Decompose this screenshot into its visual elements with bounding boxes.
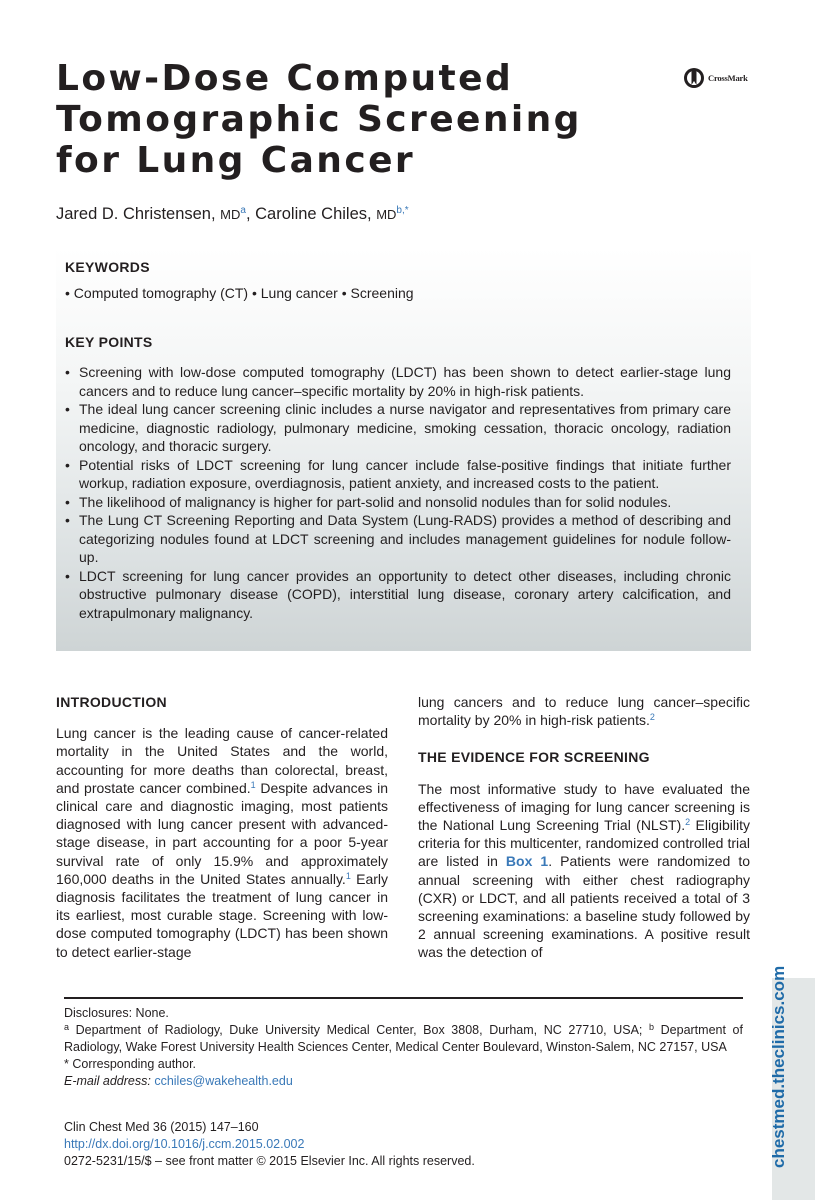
key-point-item: • LDCT screening for lung cancer provides an opportunity to detect other diseases, including chronic obstructive pulmonary disease (COPD), interstitial lung disease, coronary artery calcification, and extrapulmonary malignancy. (65, 567, 731, 623)
key-points-heading: KEY POINTS (65, 334, 153, 350)
evidence-text-part-3: . Patients were randomized to annual screening with either chest radiography (CXR) or LDCT, and all patients received a total of 3 screening examinations: a baseline study followed by 2 annual screening examinations. A positive result was the detection of (418, 853, 750, 961)
disclosures: Disclosures: None. (64, 1006, 169, 1020)
intro-text-part-3: Early diagnosis facilitates the treatment of lung cancer in its earliest, most curable stage. Screening with low-dose computed tomography (LDCT) has been shown to detect earlier-stage (56, 870, 388, 960)
box-1-link[interactable]: Box 1 (505, 853, 549, 870)
author-2-affiliation-mark[interactable]: b,* (396, 205, 409, 216)
affiliation-a: Department of Radiology, Duke University Medical Center, Box 3808, Durham, NC 27710, USA; (69, 1023, 650, 1037)
affiliations (64, 1022, 743, 1056)
author-2-name: Caroline Chiles, (255, 205, 372, 223)
affiliation-b: Department of Radiology, Wake Forest University Health Sciences Center, Medical Center Boulevard, Winston-Salem, NC 27157, USA (64, 1023, 743, 1054)
email-link[interactable]: cchiles@wakehealth.edu (154, 1074, 293, 1088)
article-title (56, 58, 656, 181)
keywords-list: • Computed tomography (CT) • Lung cancer • Screening (65, 285, 414, 301)
author-2-degree: MD (376, 207, 397, 222)
affiliation-b-mark: b (649, 1022, 655, 1032)
intro-text-part-1: Lung cancer is the leading cause of cancer-related mortality in the United States and the world, accounting for more deaths than colorectal, breast, and prostate cancer combined. (56, 725, 388, 796)
crossmark-icon (683, 67, 705, 89)
intro-text-part-2: Despite advances in clinical care and diagnostic imaging, most patients diagnosed with lung cancer present with advanced-stage disease, in part accounting for a poor 5-year survival rate of only 15.9% and approximately 160,000 deaths in the United States annually. (56, 779, 388, 887)
continuation-text: lung cancers and to reduce lung cancer–specific mortality by 20% in high-risk patients. (418, 694, 750, 729)
author-1-affiliation-mark[interactable]: a (240, 205, 246, 216)
key-point-item: • Screening with low-dose computed tomography (LDCT) has been shown to detect earlier-stage lung cancers and to reduce lung cancer–specific mortality by 20% in high-risk patients. (65, 363, 731, 400)
doi-link[interactable]: http://dx.doi.org/10.1016/j.ccm.2015.02.002 (64, 1137, 305, 1151)
crossmark-label: CrossMark (708, 73, 748, 83)
citation-block (64, 1119, 743, 1170)
citation-ref-2b[interactable]: 2 (685, 817, 691, 828)
introduction-paragraph (56, 724, 388, 961)
title-line-1: Low-Dose Computed (56, 58, 514, 99)
introduction-heading: INTRODUCTION (56, 694, 167, 710)
affiliation-a-mark: a (64, 1022, 70, 1032)
key-point-item: • The ideal lung cancer screening clinic includes a nurse navigator and representatives from primary care medicine, diagnostic radiology, pulmonary medicine, smoking cessation, thoracic oncology, radiation oncology, and thoracic surgery. (65, 400, 731, 456)
evidence-text-part-2: Eligibility criteria for this multicenter, randomized controlled trial are listed in (418, 817, 750, 870)
left-column (56, 693, 388, 961)
title-line-3: for Lung Cancer (56, 140, 416, 181)
corresponding-author: * Corresponding author. (64, 1057, 197, 1071)
key-point-item: • The Lung CT Screening Reporting and Data System (Lung-RADS) provides a method of describing and categorizing nodules found at LDCT screening and includes management guidelines for nodule follow-up. (65, 511, 731, 567)
key-point-item: • Potential risks of LDCT screening for lung cancer include false-positive findings that initiate further workup, radiation exposure, overdiagnosis, patient anxiety, and increased costs to the patient. (65, 456, 731, 493)
key-point-item: • The likelihood of malignancy is higher for part-solid and nonsolid nodules than for solid nodules. (65, 493, 731, 512)
citation-ref-1b[interactable]: 1 (345, 870, 351, 881)
right-column (418, 693, 750, 962)
citation-ref-2[interactable]: 2 (649, 712, 655, 723)
author-1-name: Jared D. Christensen, (56, 205, 216, 223)
title-line-2: Tomographic Screening (56, 99, 582, 140)
email-label: E-mail address: (64, 1074, 151, 1088)
evidence-heading: THE EVIDENCE FOR SCREENING (418, 749, 650, 766)
keywords-keypoints-box (56, 248, 751, 651)
crossmark-badge[interactable] (683, 66, 755, 90)
email-line (64, 1073, 743, 1090)
evidence-text-part-1: The most informative study to have evaluated the effectiveness of imaging for lung cancer screening is the National Lung Screening Trial (NLST). (418, 780, 750, 834)
footnote-divider (64, 997, 743, 999)
author-separator: , (245, 205, 251, 223)
evidence-paragraph (418, 780, 750, 962)
intro-continuation (418, 693, 750, 729)
footnotes (64, 1005, 743, 1090)
key-points-list (65, 363, 731, 622)
author-1-degree: MD (220, 207, 241, 222)
keywords-heading: KEYWORDS (65, 259, 150, 275)
journal-website-link[interactable]: chestmed.theclinics.com (769, 965, 788, 1168)
journal-citation: Clin Chest Med 36 (2015) 147–160 (64, 1120, 259, 1134)
copyright: 0272-5231/15/$ – see front matter © 2015 Elsevier Inc. All rights reserved. (64, 1154, 475, 1168)
author-line (56, 205, 409, 224)
citation-ref-1[interactable]: 1 (250, 779, 256, 790)
